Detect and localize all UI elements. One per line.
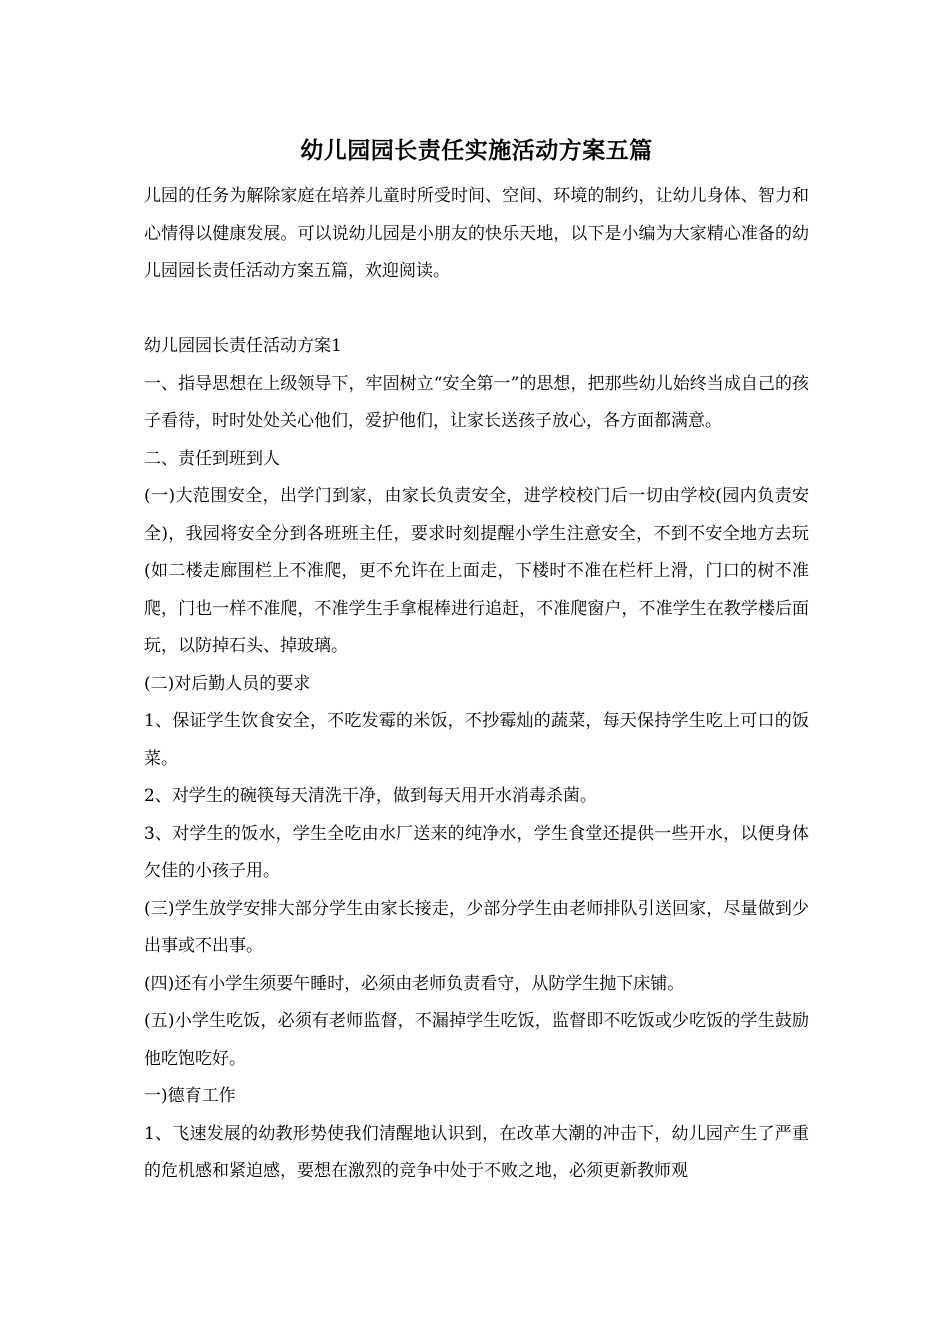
list-item: 3、对学生的饭水，学生全吃由水厂送来的纯净水，学生食堂还提供一些开水，以便身体欠佳的小孩子用。 bbox=[144, 823, 809, 881]
intro-paragraph: 儿园的任务为解除家庭在培养儿童时所受时间、空间、环境的制约，让幼儿身体、智力和心情得以健康发展。可以说幼儿园是小朋友的快乐天地，以下是小编为大家精心准备的幼儿园园长责任活动方案五篇，欢迎阅读。 bbox=[144, 186, 809, 281]
section-heading: (二)对后勤人员的要求 bbox=[144, 673, 311, 694]
body-paragraph: (五)小学生吃饭，必须有老师监督，不漏掉学生吃饭，监督即不吃饭或少吃饭的学生鼓励他吃饱吃好。 bbox=[144, 1011, 809, 1069]
body-paragraph: (一)大范围安全，出学门到家，由家长负责安全，进学校校门后一切由学校(园内负责安全)，我园将安全分到各班班主任，要求时刻提醒小学生注意安全，不到不安全地方去玩(如二楼走廊围栏上不准爬，更不允许在上面走，下楼时不准在栏杆上滑，门口的树不准爬，门也一样不准爬，不准学生手拿棍棒进行追赶，不准爬窗户，不准学生在教学楼后面玩，以防掉石头、掉玻璃。 bbox=[144, 486, 809, 656]
document-page bbox=[144, 128, 809, 1191]
section-heading: 二、责任到班到人 bbox=[144, 448, 280, 469]
document-title: 幼儿园园长责任实施活动方案五篇 bbox=[300, 137, 653, 164]
body-paragraph: (三)学生放学安排大部分学生由家长接走，少部分学生由老师排队引送回家，尽量做到少出事或不出事。 bbox=[144, 898, 809, 956]
list-item: 2、对学生的碗筷每天清洗干净，做到每天用开水消毒杀菌。 bbox=[144, 786, 597, 806]
list-item: 1、保证学生饮食安全，不吃发霉的米饭，不抄霉灿的蔬菜，每天保持学生吃上可口的饭菜。 bbox=[144, 711, 809, 769]
blank-line bbox=[144, 291, 809, 329]
body-paragraph: 一、指导思想在上级领导下，牢固树立“安全第一”的思想，把那些幼儿始终当成自己的孩子看待，时时处处关心他们，爱护他们，让家长送孩子放心，各方面都满意。 bbox=[144, 373, 809, 431]
body-paragraph: (四)还有小学生须要午睡时，必须由老师负责看守，从防学生抛下床铺。 bbox=[144, 973, 685, 994]
section-heading: 一)德育工作 bbox=[144, 1086, 236, 1106]
section-heading: 幼儿园园长责任活动方案1 bbox=[144, 336, 342, 356]
list-item: 1、飞速发展的幼教形势使我们清醒地认识到，在改革大潮的冲击下，幼儿园产生了严重的危机感和紧迫感，要想在激烈的竞争中处于不败之地，必须更新教师观 bbox=[144, 1123, 809, 1181]
